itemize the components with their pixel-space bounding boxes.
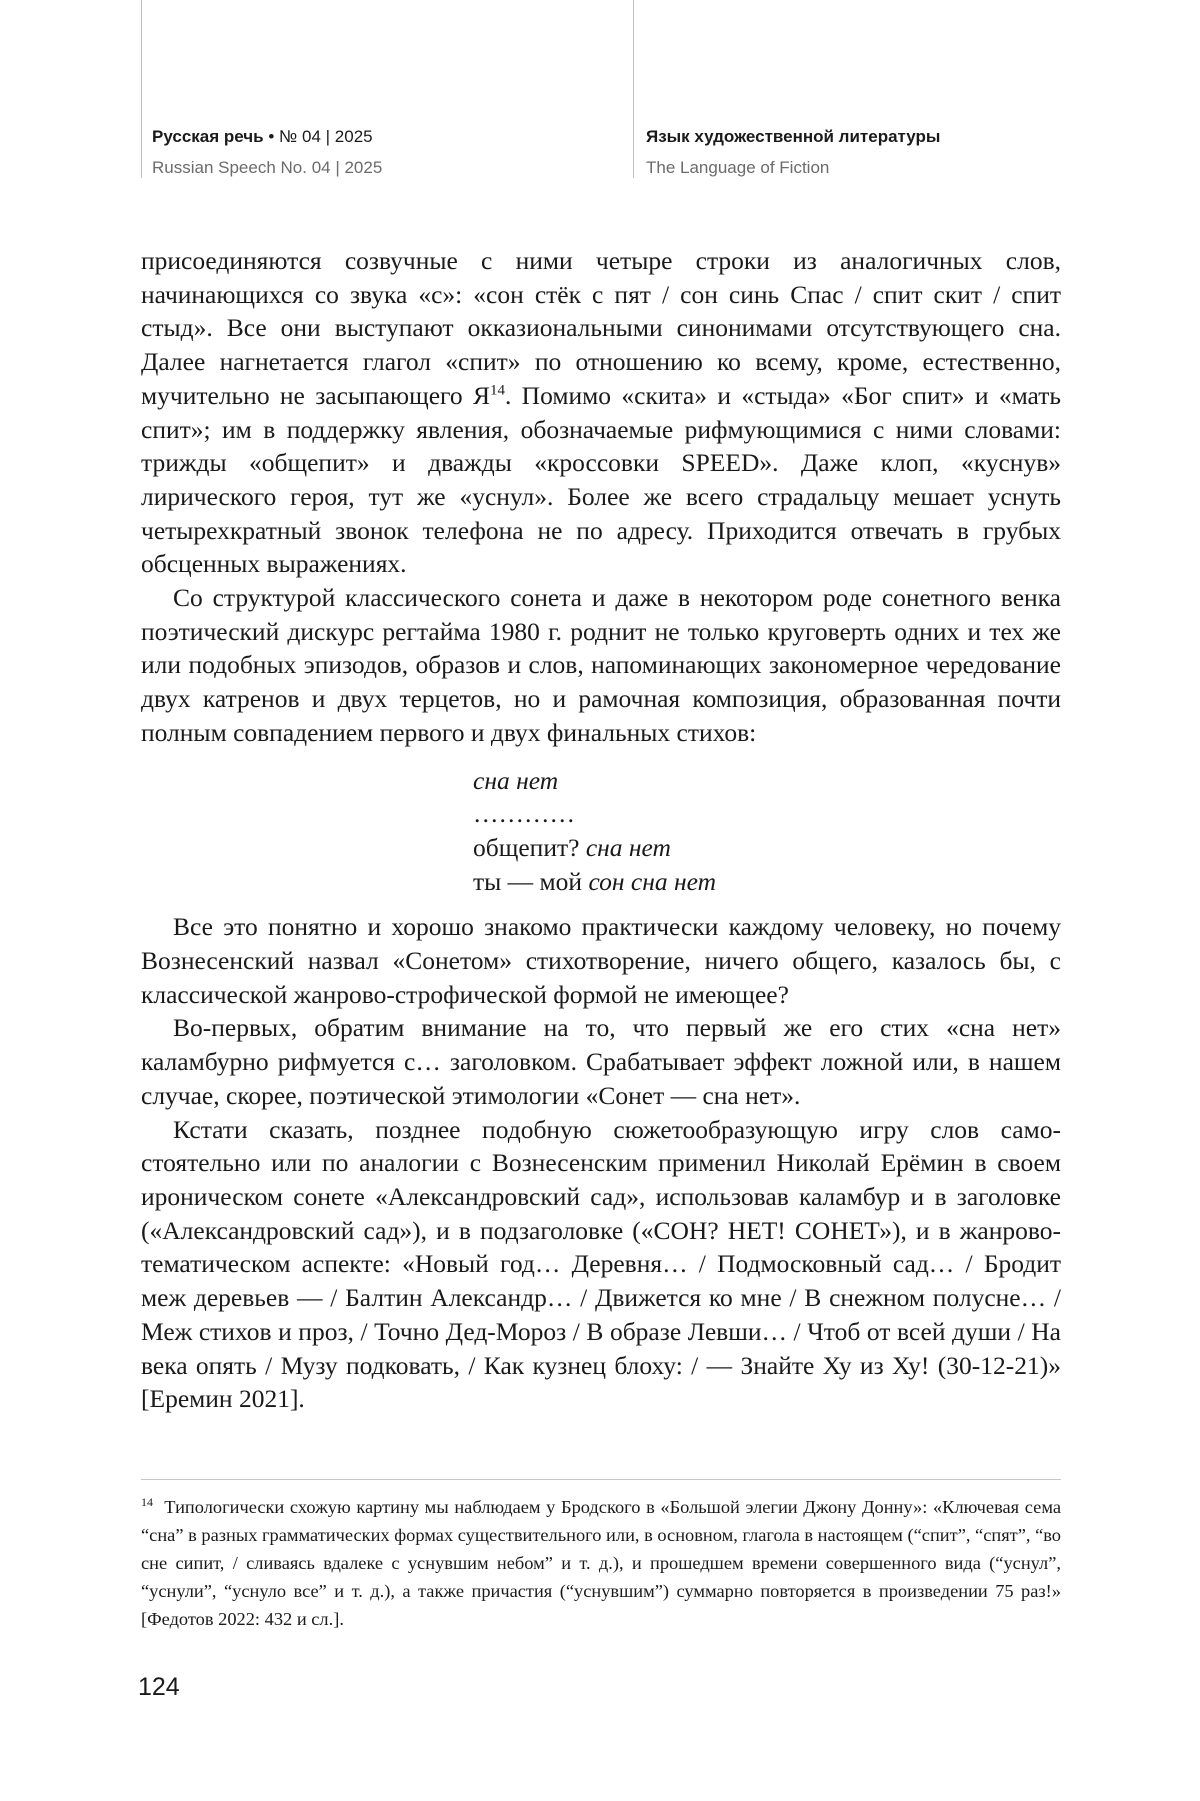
section-title: Язык художественной литературы bbox=[646, 127, 941, 146]
poem-quote bbox=[473, 764, 1061, 899]
paragraph-2: Со структурой классического сонета и даже в некотором роде сонетного венка поэтический дискурс регтайма 1980 г. роднит не только круговерть одних и тех же или подобных эпизодов, образов и слов, напоминающих закономерное чередование двух катренов и двух терцетов, но и рамочная композиция, образованная почти полным совпадением первого и двух финальных стихов: bbox=[141, 583, 1061, 747]
poem-line-3: общепит? сна нет bbox=[473, 832, 671, 862]
main-text bbox=[141, 244, 1061, 1416]
paragraph-1: присоединяются созвучные с ними четыре строки из аналогичных слов, начинающихся со звука «с»: «сон стёк с пят / сон синь Спас / спит скит / спит стыд». Все они выступают окказиональными синонимами отсутствующего сна. Далее нагнетается глагол «спит» по отношению ко всему, кроме, естественно, мучительно не засыпающего $Я^{14}$. Помимо «скита» и «стыда» «Бог спит» и «мать спит»; им в поддержку явления, обозначаемые рифмующимися с ними словами: трижды «общепит» и дважды «кроссовки SPEED». Даже клоп, «куснув» лирического героя, тут же «уснул». Более же всего страдальцу мешает уснуть четырехкратный звонок телефона не по адресу. Приходится отвечать в грубых обсценных выражениях. bbox=[141, 246, 1061, 579]
footnote bbox=[141, 1493, 1061, 1633]
section-header bbox=[646, 124, 940, 183]
journal-title: Русская речь bbox=[152, 127, 264, 146]
header-divider-left bbox=[141, 0, 142, 178]
page-number: 124 bbox=[138, 1673, 180, 1701]
section-subtitle: The Language of Fiction bbox=[646, 158, 830, 177]
footnote-divider bbox=[141, 1479, 1061, 1480]
journal-issue: № 04 | 2025 bbox=[279, 127, 373, 146]
poem-line-1: сна нет bbox=[473, 765, 559, 795]
header-divider-right bbox=[633, 0, 634, 178]
header-bullet: • bbox=[268, 127, 275, 146]
footnote-ref[interactable]: 14 bbox=[489, 382, 505, 399]
paragraph-4: Во-первых, обратим внимание на то, что первый же его стих «сна нет» каламбурно рифмуется с… заголовком. Срабатывает эффект ложной или, в нашем случае, скорее, поэтической этимологии «Сонет — сна нет». bbox=[141, 1013, 1061, 1110]
paragraph-3: Все это понятно и хорошо знакомо практически каждому человеку, но почему Вознесенский назвал «Сонетом» стихотворение, ничего общего, казалось бы, с классической жанрово-строфической формой не имеющее? bbox=[141, 912, 1061, 1009]
footnote-text: Типологически схожую картину мы наблюдаем у Бродского в «Большой элегии Джону Донну»: «Ключевая сема “сна” в разных грамматических формах существительного или, в основном, глагола в настоящем (“спит”, “спят”, “во сне сипит, / сливаясь вдалеке с уснувшим небом” и т. д.), и прошедшем времени совершенного вида (“уснул”, “уснули”, “уснуло все” и т. д.), а также причастия (“уснувшим”) суммарно повторяется в произведении 75 раз!» [Федотов 2022: 432 и сл.]. bbox=[141, 1497, 1061, 1629]
poem-line-4: ты — мой сон сна нет bbox=[473, 866, 717, 896]
journal-header bbox=[152, 124, 382, 183]
poem-line-2: ………… bbox=[473, 799, 575, 829]
paragraph-5: Кстати сказать, позднее подобную сюжетообразующую игру слов самостоятельно или по аналогии с Вознесенским применил Николай Ерёмин в своем ироническом сонете «Александровский сад», использовав каламбур и в заголовке («Александровский сад»), и в подзаголовке («СОН? НЕТ! СОНЕТ»), и в жанрово-тематическом аспекте: «Новый год… Деревня… / Подмосковный сад… / Бродит меж деревьев — / Балтин Александр… / Движется ко мне / В снежном полусне… / Меж стихов и проз, / Точно Дед-Мороз / В образе Левши… / Чтоб от всей души / На века опять / Музу подковать, / Как кузнец блоху: / — Знайте Ху из Ху! (30-12-21)» [Еремин 2021]. bbox=[141, 1114, 1061, 1414]
journal-subtitle: Russian Speech No. 04 | 2025 bbox=[152, 158, 383, 177]
footnote-number: 14 bbox=[141, 1494, 153, 1509]
